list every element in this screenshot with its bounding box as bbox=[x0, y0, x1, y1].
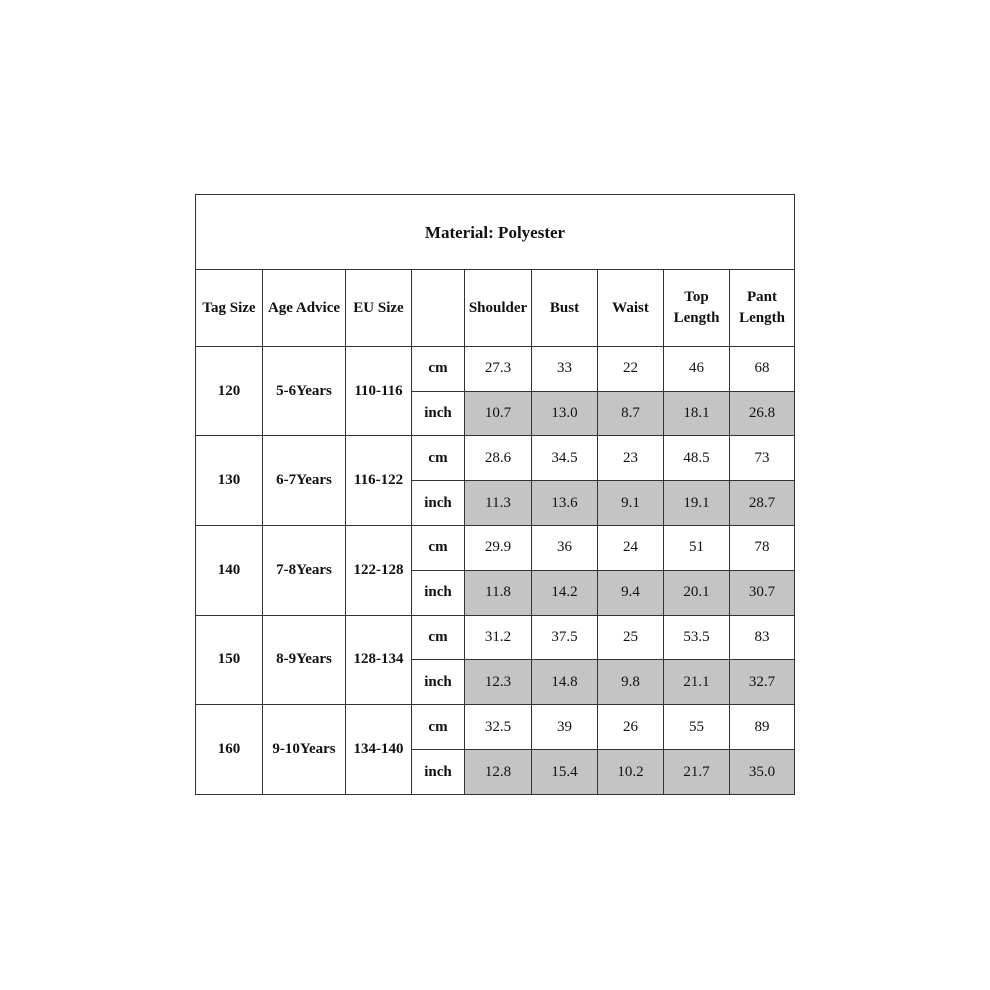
header-eu-size: EU Size bbox=[346, 270, 412, 346]
top-length-cm-cell: 46 bbox=[664, 346, 730, 391]
shoulder-cm-cell: 32.5 bbox=[465, 705, 532, 750]
bust-inch-cell: 15.4 bbox=[532, 750, 598, 795]
header-top-length: Top Length bbox=[664, 270, 730, 346]
pant-length-cm-cell: 73 bbox=[730, 436, 795, 481]
size-chart-table bbox=[195, 194, 795, 795]
title-row bbox=[196, 195, 795, 270]
unit-inch-cell: inch bbox=[412, 750, 465, 795]
bust-cm-cell: 34.5 bbox=[532, 436, 598, 481]
pant-length-cm-cell: 89 bbox=[730, 705, 795, 750]
waist-cm-cell: 26 bbox=[598, 705, 664, 750]
waist-cm-cell: 22 bbox=[598, 346, 664, 391]
bust-cm-cell: 33 bbox=[532, 346, 598, 391]
table-row-cm bbox=[196, 526, 795, 571]
unit-cm-cell: cm bbox=[412, 705, 465, 750]
header-tag-size: Tag Size bbox=[196, 270, 263, 346]
unit-cm-cell: cm bbox=[412, 346, 465, 391]
shoulder-cm-cell: 28.6 bbox=[465, 436, 532, 481]
waist-inch-cell: 9.4 bbox=[598, 570, 664, 615]
pant-length-inch-cell: 35.0 bbox=[730, 750, 795, 795]
eu-size-cell: 122-128 bbox=[346, 526, 412, 616]
shoulder-inch-cell: 12.3 bbox=[465, 660, 532, 705]
bust-inch-cell: 13.6 bbox=[532, 481, 598, 526]
waist-cm-cell: 25 bbox=[598, 615, 664, 660]
waist-inch-cell: 9.8 bbox=[598, 660, 664, 705]
shoulder-cm-cell: 27.3 bbox=[465, 346, 532, 391]
tag-size-cell: 160 bbox=[196, 705, 263, 795]
pant-length-inch-cell: 32.7 bbox=[730, 660, 795, 705]
table-row-cm bbox=[196, 615, 795, 660]
pant-length-inch-cell: 28.7 bbox=[730, 481, 795, 526]
table-row-cm bbox=[196, 346, 795, 391]
top-length-cm-cell: 53.5 bbox=[664, 615, 730, 660]
bust-inch-cell: 14.8 bbox=[532, 660, 598, 705]
waist-inch-cell: 10.2 bbox=[598, 750, 664, 795]
pant-length-inch-cell: 30.7 bbox=[730, 570, 795, 615]
header-waist: Waist bbox=[598, 270, 664, 346]
unit-cm-cell: cm bbox=[412, 526, 465, 571]
tag-size-cell: 150 bbox=[196, 615, 263, 705]
header-row bbox=[196, 270, 795, 346]
top-length-inch-cell: 20.1 bbox=[664, 570, 730, 615]
tag-size-cell: 140 bbox=[196, 526, 263, 616]
top-length-inch-cell: 21.7 bbox=[664, 750, 730, 795]
header-pant-length: Pant Length bbox=[730, 270, 795, 346]
table-body bbox=[196, 195, 795, 795]
eu-size-cell: 128-134 bbox=[346, 615, 412, 705]
waist-inch-cell: 8.7 bbox=[598, 391, 664, 436]
top-length-inch-cell: 19.1 bbox=[664, 481, 730, 526]
shoulder-cm-cell: 29.9 bbox=[465, 526, 532, 571]
unit-inch-cell: inch bbox=[412, 481, 465, 526]
tag-size-cell: 130 bbox=[196, 436, 263, 526]
top-length-cm-cell: 51 bbox=[664, 526, 730, 571]
table-row-cm bbox=[196, 436, 795, 481]
bust-cm-cell: 39 bbox=[532, 705, 598, 750]
unit-cm-cell: cm bbox=[412, 615, 465, 660]
top-length-cm-cell: 48.5 bbox=[664, 436, 730, 481]
unit-inch-cell: inch bbox=[412, 570, 465, 615]
header-bust: Bust bbox=[532, 270, 598, 346]
table-title: Material: Polyester bbox=[196, 195, 795, 270]
unit-inch-cell: inch bbox=[412, 391, 465, 436]
eu-size-cell: 134-140 bbox=[346, 705, 412, 795]
top-length-inch-cell: 21.1 bbox=[664, 660, 730, 705]
shoulder-inch-cell: 12.8 bbox=[465, 750, 532, 795]
header-age-advice: Age Advice bbox=[263, 270, 346, 346]
eu-size-cell: 116-122 bbox=[346, 436, 412, 526]
shoulder-inch-cell: 11.3 bbox=[465, 481, 532, 526]
shoulder-cm-cell: 31.2 bbox=[465, 615, 532, 660]
bust-inch-cell: 13.0 bbox=[532, 391, 598, 436]
eu-size-cell: 110-116 bbox=[346, 346, 412, 436]
waist-inch-cell: 9.1 bbox=[598, 481, 664, 526]
bust-inch-cell: 14.2 bbox=[532, 570, 598, 615]
pant-length-cm-cell: 83 bbox=[730, 615, 795, 660]
age-advice-cell: 5-6Years bbox=[263, 346, 346, 436]
pant-length-cm-cell: 78 bbox=[730, 526, 795, 571]
shoulder-inch-cell: 11.8 bbox=[465, 570, 532, 615]
tag-size-cell: 120 bbox=[196, 346, 263, 436]
top-length-inch-cell: 18.1 bbox=[664, 391, 730, 436]
unit-cm-cell: cm bbox=[412, 436, 465, 481]
waist-cm-cell: 24 bbox=[598, 526, 664, 571]
bust-cm-cell: 36 bbox=[532, 526, 598, 571]
table-row-cm bbox=[196, 705, 795, 750]
age-advice-cell: 8-9Years bbox=[263, 615, 346, 705]
header-unit bbox=[412, 270, 465, 346]
waist-cm-cell: 23 bbox=[598, 436, 664, 481]
top-length-cm-cell: 55 bbox=[664, 705, 730, 750]
age-advice-cell: 7-8Years bbox=[263, 526, 346, 616]
bust-cm-cell: 37.5 bbox=[532, 615, 598, 660]
pant-length-cm-cell: 68 bbox=[730, 346, 795, 391]
age-advice-cell: 9-10Years bbox=[263, 705, 346, 795]
age-advice-cell: 6-7Years bbox=[263, 436, 346, 526]
unit-inch-cell: inch bbox=[412, 660, 465, 705]
header-shoulder: Shoulder bbox=[465, 270, 532, 346]
pant-length-inch-cell: 26.8 bbox=[730, 391, 795, 436]
shoulder-inch-cell: 10.7 bbox=[465, 391, 532, 436]
